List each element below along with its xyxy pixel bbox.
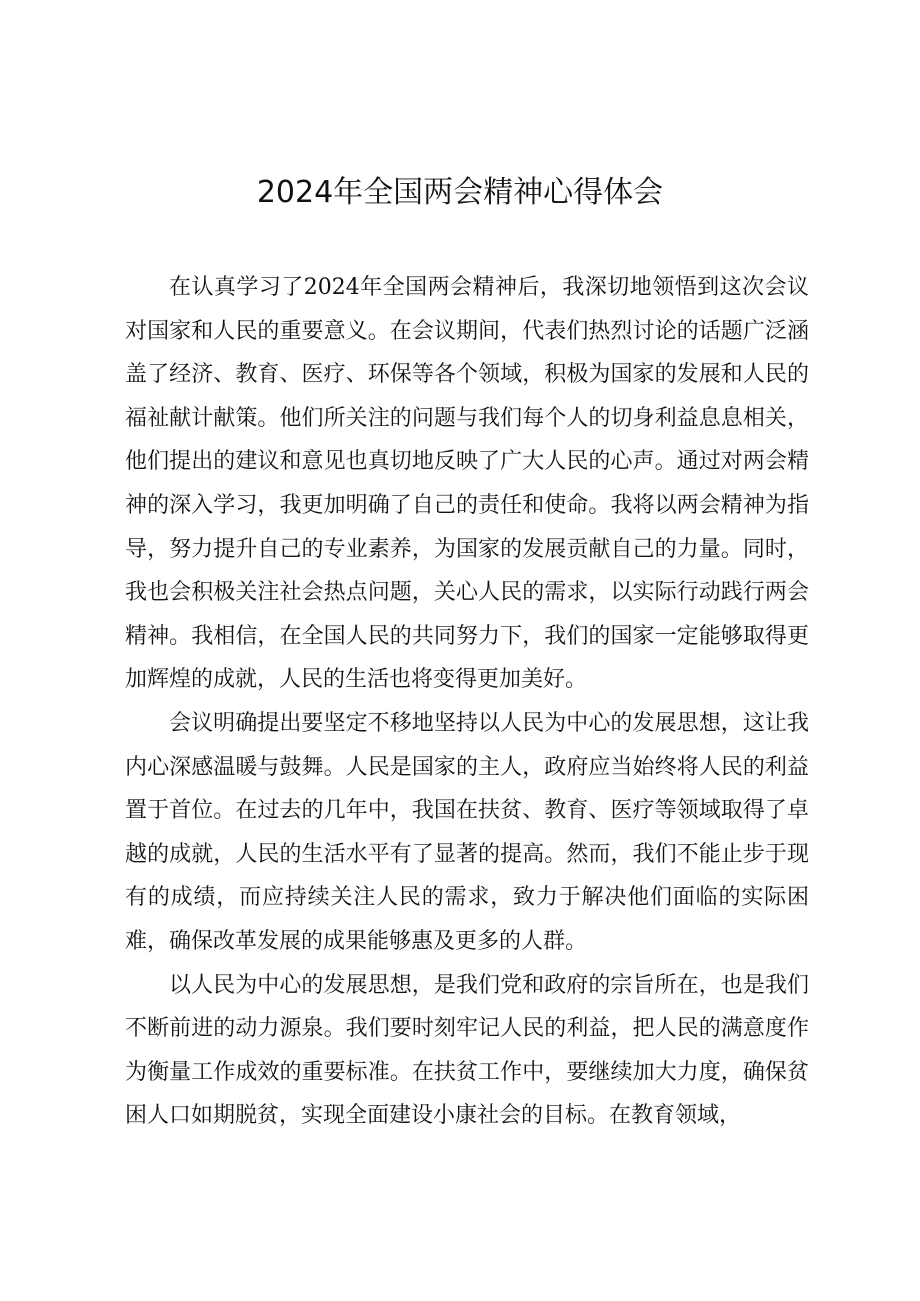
paragraph-1: 在认真学习了2024年全国两会精神后，我深切地领悟到这次会议对国家和人民的重要意义。在会议期间，代表们热烈讨论的话题广泛涵盖了经济、教育、医疗、环保等各个领域，积极为国家的发展和人民的福祉献计献策。他们所关注的问题与我们每个人的切身利益息息相关，他们提出的建议和意见也真切地反映了广大人民的心声。通过对两会精神的深入学习，我更加明确了自己的责任和使命。我将以两会精神为指导，努力提升自己的专业素养，为国家的发展贡献自己的力量。同时，我也会积极关注社会热点问题，关心人民的需求，以实际行动践行两会精神。我相信，在全国人民的共同努力下，我们的国家一定能够取得更加辉煌的成就，人民的生活也将变得更加美好。 xyxy=(125,275,809,693)
paragraph-3: 以人民为中心的发展思想，是我们党和政府的宗旨所在，也是我们不断前进的动力源泉。我们要时刻牢记人民的利益，把人民的满意度作为衡量工作成效的重要标准。在扶贫工作中，要继续加大力度，确保贫困人口如期脱贫，实现全面建设小康社会的目标。在教育领域， xyxy=(125,972,809,1129)
document-title: 2024年全国两会精神心得体会 xyxy=(256,175,664,210)
document-body xyxy=(125,266,809,1138)
paragraph-2: 会议明确提出要坚定不移地坚持以人民为中心的发展思想，这让我内心深感温暖与鼓舞。人民是国家的主人，政府应当始终将人民的利益置于首位。在过去的几年中，我国在扶贫、教育、医疗等领域取得了卓越的成就，人民的生活水平有了显著的提高。然而，我们不能止步于现有的成绩，而应持续关注人民的需求，致力于解决他们面临的实际困难，确保改革发展的成果能够惠及更多的人群。 xyxy=(125,710,809,954)
